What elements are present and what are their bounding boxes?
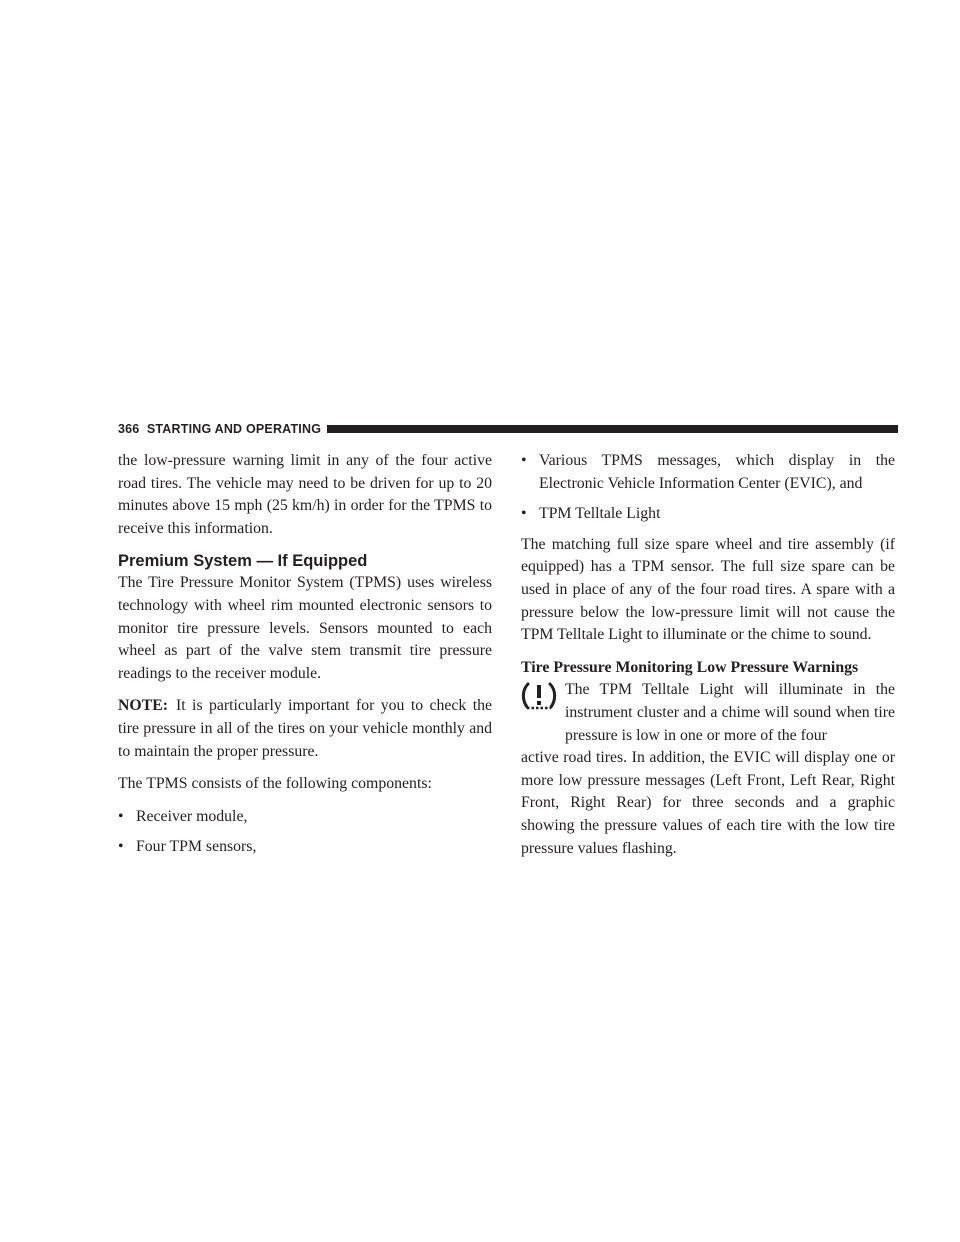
premium-system-heading: Premium System — If Equipped — [118, 552, 368, 571]
page-header-text — [118, 422, 327, 436]
warnings-text-first: The TPM Telltale Light will illuminate in the instrument cluster and a chime will sound when tire pressure is low in one or more of the four — [565, 681, 895, 744]
list-item-text: TPM Telltale Light — [539, 505, 661, 523]
tpms-description-paragraph: The Tire Pressure Monitor System (TPMS) uses wireless technology with wheel rim mounted electronic sensors to monitor tire pressure levels. Sensors mounted to each wheel as part of the valve stem transmit tire pressure readings to the receiver module. — [118, 574, 492, 682]
bullet-icon: • — [521, 505, 527, 523]
list-item-text: Receiver module, — [136, 807, 248, 825]
list-item — [521, 450, 895, 495]
spare-tire-paragraph: The matching full size spare wheel and tire assembly (if equipped) has a TPM sensor. The full size spare can be used in place of any of the four road tires. A spare with a pressure below the low-pressure limit will not cause the TPM Telltale Light to illuminate or the chime to sound. — [521, 535, 895, 644]
bullet-icon: • — [118, 838, 124, 856]
right-column — [521, 450, 895, 860]
section-title: STARTING AND OPERATING — [146, 422, 322, 436]
list-item — [118, 806, 492, 829]
left-column — [118, 450, 492, 867]
warnings-text-rest: active road tires. In addition, the EVIC will display one or more low pressure messages (Left Front, Left Rear, Right Front, Right Rear) for three seconds and a graphic showing the pressure values of each tire with the low tire pressure values flashing. — [521, 749, 895, 857]
components-intro: The TPMS consists of the following components: — [118, 775, 432, 793]
note-paragraph — [118, 695, 492, 763]
page-header — [118, 421, 898, 437]
header-rule — [327, 425, 898, 433]
bullet-icon: • — [521, 452, 527, 469]
tire-pressure-warning-icon — [521, 681, 557, 711]
bullet-icon: • — [118, 807, 124, 825]
warnings-block — [521, 679, 895, 860]
page-number: 366 — [118, 422, 140, 436]
note-label: NOTE: — [118, 697, 169, 715]
warnings-heading: Tire Pressure Monitoring Low Pressure Warnings — [521, 658, 859, 676]
intro-paragraph: the low-pressure warning limit in any of the four active road tires. The vehicle may need to be driven for up to 20 minutes above 15 mph (25 km/h) in order for the TPMS to receive this information. — [118, 452, 492, 537]
list-item — [521, 503, 895, 526]
note-text: It is particularly important for you to check the tire pressure in all of the tires on your vehicle monthly and to maintain the proper pressure. — [118, 697, 492, 760]
list-item-text: Various TPMS messages, which display in the Electronic Vehicle Information Center (EVIC), and — [539, 452, 895, 492]
list-item — [118, 836, 492, 859]
list-item-text: Four TPM sensors, — [136, 838, 257, 856]
